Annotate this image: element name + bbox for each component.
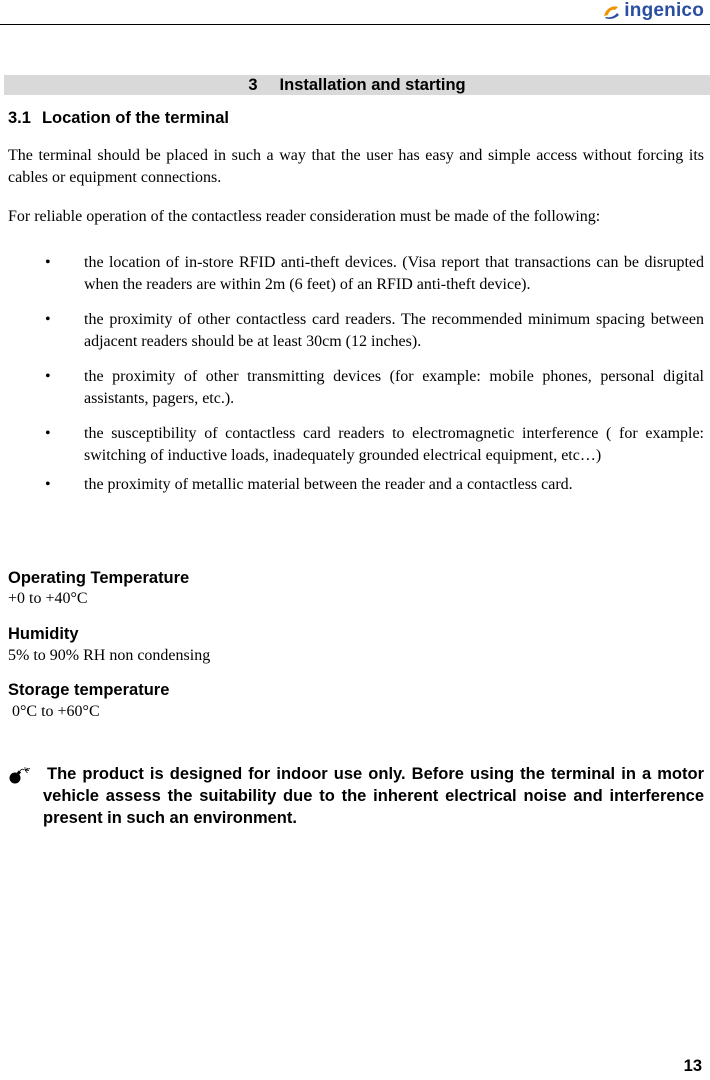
bullet-icon: • [45, 311, 51, 328]
list-item-text: the location of in-store RFID anti-theft devices. (Visa report that transactions can be disrupted when the readers are within 2m (6 feet) of an RFID anti-theft device). [84, 254, 704, 293]
list-item [8, 474, 704, 496]
bullet-icon: • [45, 368, 51, 385]
ingenico-logo-icon [601, 2, 621, 20]
list-item [8, 366, 704, 410]
list-item-text: the proximity of other transmitting devices (for example: mobile phones, personal digital assistants, pagers, etc.). [84, 368, 704, 407]
list-item-text: the proximity of other contactless card readers. The recommended minimum spacing between adjacent readers should be at least 30cm (12 inches). [84, 311, 704, 350]
section-title: Location of the terminal [41, 109, 229, 127]
storage-temperature-label: Storage temperature [8, 681, 170, 699]
ingenico-logo [601, 1, 704, 21]
list-item [8, 309, 704, 353]
logo-text: ingenico [624, 0, 704, 21]
chapter-title: Installation and starting [279, 76, 466, 94]
warning-note-text: The product is designed for indoor use only. Before using the terminal in a motor vehicle assess the suitability due to the inherent electrical noise and interference present in such an environment. [43, 765, 704, 827]
chapter-heading [4, 75, 710, 95]
reliability-paragraph: For reliable operation of the contactless reader consideration must be made of the following: [8, 208, 601, 225]
list-item [8, 423, 704, 467]
considerations-list [8, 252, 704, 509]
warning-note [8, 763, 704, 829]
bullet-icon: • [45, 425, 51, 442]
page-number: 13 [683, 1057, 702, 1075]
intro-paragraph: The terminal should be placed in such a way that the user has easy and simple access without forcing its cables or equipment connections. [8, 147, 704, 186]
page-header [0, 0, 710, 25]
list-item-text: the proximity of metallic material between the reader and a contactless card. [84, 476, 573, 493]
list-item-text: the susceptibility of contactless card readers to electromagnetic interference ( for example: switching of inductive loads, inadequately grounded electrical equipment, etc…) [84, 425, 704, 464]
list-item [8, 252, 704, 296]
operating-temperature-label: Operating Temperature [8, 569, 190, 587]
section-heading [8, 109, 229, 128]
humidity-value: 5% to 90% RH non condensing [8, 647, 211, 664]
brand-mark [601, 0, 704, 22]
operating-temperature-value: +0 to +40°C [8, 590, 88, 607]
humidity-label: Humidity [8, 625, 79, 643]
section-number: 3.1 [8, 109, 31, 127]
bullet-icon: • [45, 476, 51, 493]
chapter-number: 3 [248, 76, 258, 94]
bullet-icon: • [45, 254, 51, 271]
bomb-icon [8, 767, 32, 785]
storage-temperature-value: 0°C to +60°C [8, 703, 100, 720]
